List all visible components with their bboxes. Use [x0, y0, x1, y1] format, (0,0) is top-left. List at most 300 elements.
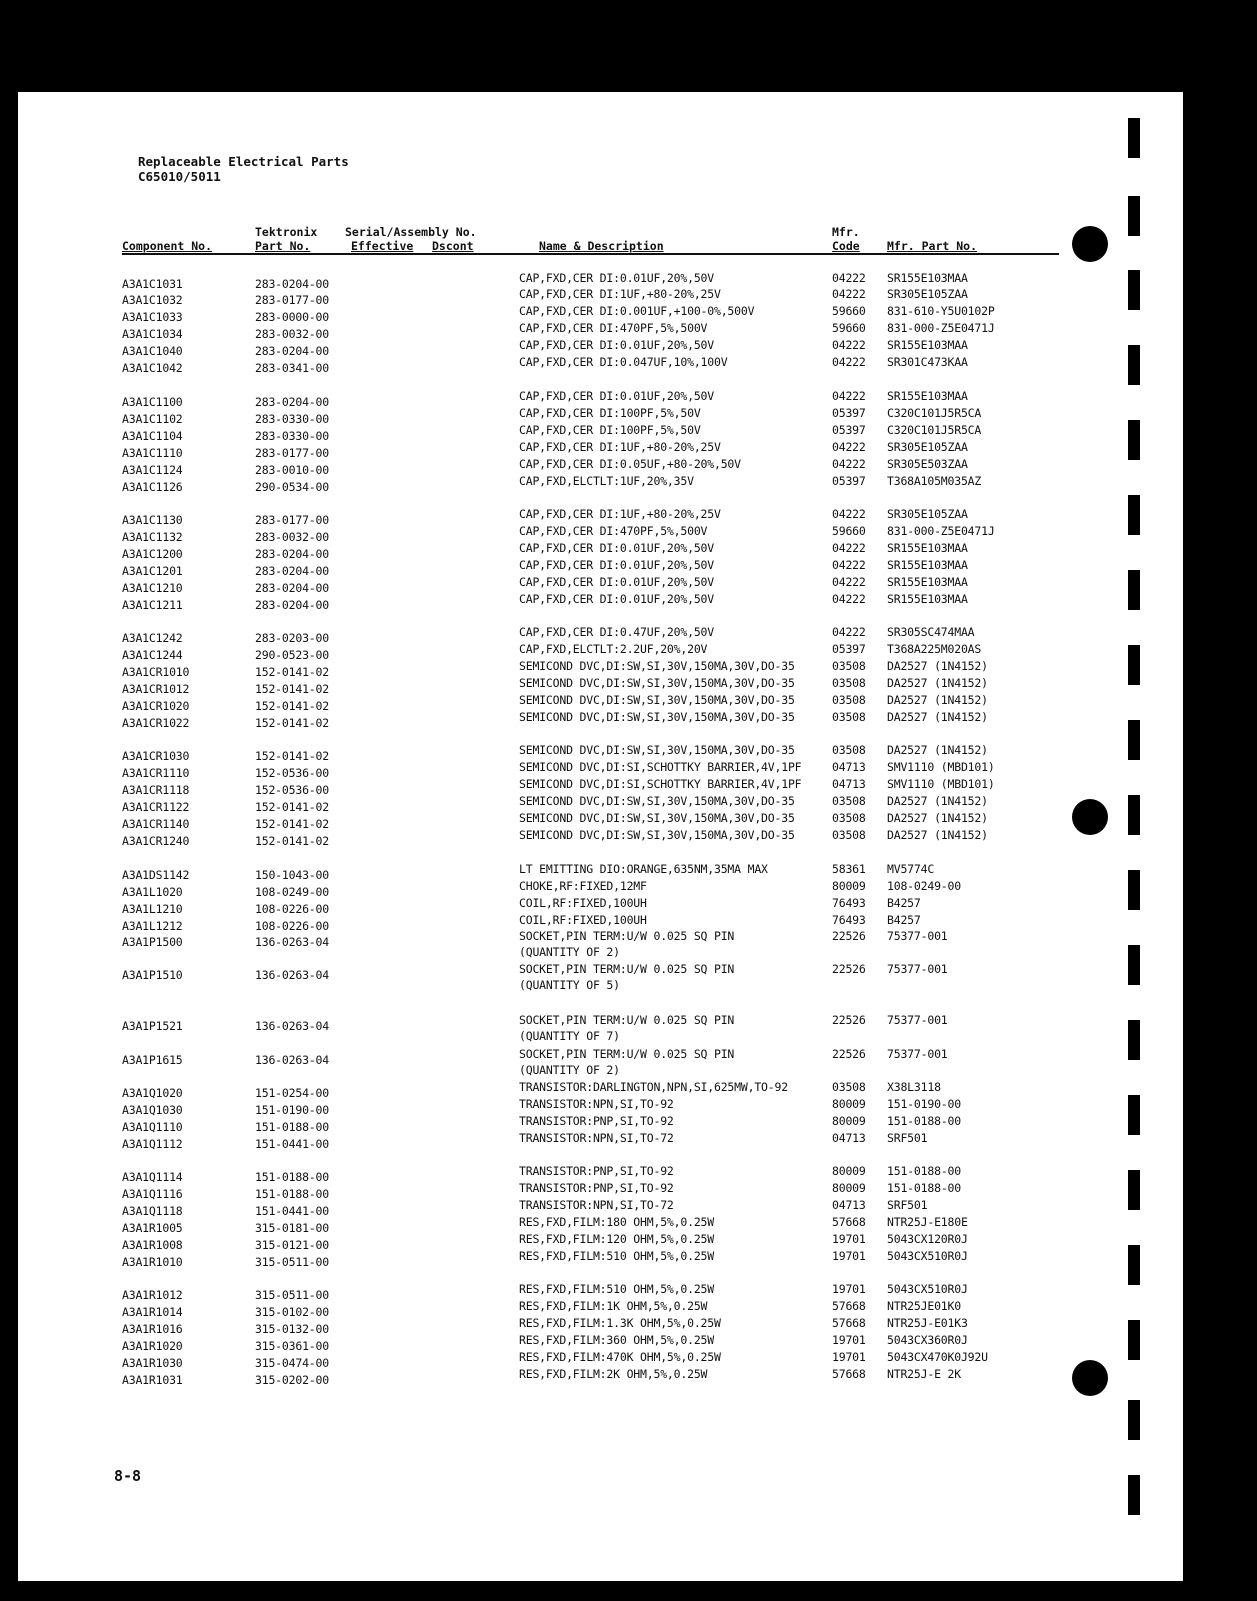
part-no: 290-0534-00: [255, 480, 329, 494]
margin-tab: [1128, 1320, 1140, 1360]
mfr-part-no: T368A225M020AS: [887, 642, 982, 656]
part-no-header: Part No.: [255, 239, 311, 253]
component-no: A3A1P1500: [122, 935, 183, 949]
mfr-code: 04713: [832, 760, 866, 774]
component-no: A3A1CR1118: [122, 783, 190, 797]
description: RES,FXD,FILM:470K OHM,5%,0.25W: [519, 1350, 721, 1364]
component-no: A3A1Q1110: [122, 1120, 183, 1134]
part-no: 283-0330-00: [255, 429, 329, 443]
component-no: A3A1C1211: [122, 598, 183, 612]
margin-tab: [1128, 1095, 1140, 1135]
margin-tab: [1128, 645, 1140, 685]
part-no: 152-0141-02: [255, 699, 329, 713]
component-no: A3A1R1005: [122, 1221, 183, 1235]
mfr-part-no: SR155E103MAA: [887, 389, 968, 403]
description: SEMICOND DVC,DI:SW,SI,30V,150MA,30V,DO-35: [519, 828, 795, 842]
margin-tab: [1128, 495, 1140, 535]
description: TRANSISTOR:NPN,SI,TO-72: [519, 1198, 674, 1212]
part-no: 283-0204-00: [255, 581, 329, 595]
part-no: 283-0177-00: [255, 446, 329, 460]
mfr-part-no: DA2527 (1N4152): [887, 710, 988, 724]
part-no: 315-0181-00: [255, 1221, 329, 1235]
mfr-code: 80009: [832, 1181, 866, 1195]
component-no: A3A1C1100: [122, 395, 183, 409]
description: COIL,RF:FIXED,100UH: [519, 896, 647, 910]
description: TRANSISTOR:PNP,SI,TO-92: [519, 1164, 674, 1178]
mfr-code: 59660: [832, 304, 866, 318]
code-header: Code: [832, 239, 860, 253]
component-no: A3A1CR1110: [122, 766, 190, 780]
mfr-code: 05397: [832, 642, 866, 656]
component-no: A3A1C1040: [122, 344, 183, 358]
part-no: 151-0188-00: [255, 1187, 329, 1201]
mfr-part-no: SR155E103MAA: [887, 575, 968, 589]
mfr-part-no: SR305E503ZAA: [887, 457, 968, 471]
mfr-code: 03508: [832, 828, 866, 842]
mfr-part-no: SR155E103MAA: [887, 338, 968, 352]
description: (QUANTITY OF 2): [519, 945, 620, 959]
description: CAP,FXD,CER DI:0.01UF,20%,50V: [519, 541, 714, 555]
serial-assembly-header: Serial/Assembly No.: [345, 225, 477, 239]
mfr-code: 03508: [832, 743, 866, 757]
description: TRANSISTOR:PNP,SI,TO-92: [519, 1114, 674, 1128]
mfr-code: 80009: [832, 879, 866, 893]
part-no: 283-0000-00: [255, 310, 329, 324]
margin-tab: [1128, 1170, 1140, 1210]
mfr-code: 03508: [832, 693, 866, 707]
description: TRANSISTOR:PNP,SI,TO-92: [519, 1181, 674, 1195]
part-no: 283-0204-00: [255, 395, 329, 409]
description: SEMICOND DVC,DI:SW,SI,30V,150MA,30V,DO-35: [519, 743, 795, 757]
mfr-code: 03508: [832, 676, 866, 690]
part-no: 136-0263-04: [255, 1019, 329, 1033]
mfr-code: 03508: [832, 811, 866, 825]
mfr-part-no: DA2527 (1N4152): [887, 659, 988, 673]
mfr-part-no: SR305E105ZAA: [887, 440, 968, 454]
part-no: 151-0188-00: [255, 1120, 329, 1134]
description: SEMICOND DVC,DI:SW,SI,30V,150MA,30V,DO-35: [519, 676, 795, 690]
part-no: 283-0177-00: [255, 513, 329, 527]
component-no: A3A1CR1140: [122, 817, 190, 831]
mfr-part-no: SR155E103MAA: [887, 541, 968, 555]
description: CAP,FXD,CER DI:0.001UF,+100-0%,500V: [519, 304, 755, 318]
mfr-part-no: 5043CX360R0J: [887, 1333, 968, 1347]
part-no: 151-0254-00: [255, 1086, 329, 1100]
mfr-code: 22526: [832, 929, 866, 943]
part-no: 283-0203-00: [255, 631, 329, 645]
mfr-part-no: B4257: [887, 896, 921, 910]
margin-tab: [1128, 870, 1140, 910]
mfr-code: 04713: [832, 777, 866, 791]
component-no: A3A1DS1142: [122, 868, 190, 882]
component-no: A3A1CR1020: [122, 699, 190, 713]
tektronix-header: Tektronix: [255, 225, 318, 239]
effective-header: Effective: [351, 239, 414, 253]
mfr-part-no: 151-0188-00: [887, 1114, 961, 1128]
punch-hole: [1072, 226, 1108, 262]
mfr-header: Mfr.: [832, 225, 860, 239]
mfr-code: 04222: [832, 287, 866, 301]
part-no: 136-0263-04: [255, 968, 329, 982]
page-number: 8-8: [114, 1467, 142, 1485]
component-no: A3A1CR1010: [122, 665, 190, 679]
mfr-code: 76493: [832, 896, 866, 910]
mfr-code: 80009: [832, 1164, 866, 1178]
mfr-code: 04222: [832, 440, 866, 454]
mfr-code: 57668: [832, 1299, 866, 1313]
component-no: A3A1R1016: [122, 1322, 183, 1336]
mfr-code: 04222: [832, 592, 866, 606]
part-no: 315-0121-00: [255, 1238, 329, 1252]
description: SEMICOND DVC,DI:SW,SI,30V,150MA,30V,DO-35: [519, 811, 795, 825]
margin-tab: [1128, 118, 1140, 158]
part-no: 315-0511-00: [255, 1288, 329, 1302]
mfr-part-no: SRF501: [887, 1131, 928, 1145]
description: TRANSISTOR:DARLINGTON,NPN,SI,625MW,TO-92: [519, 1080, 788, 1094]
part-no: 283-0341-00: [255, 361, 329, 375]
margin-tab: [1128, 570, 1140, 610]
description: CAP,FXD,CER DI:0.05UF,+80-20%,50V: [519, 457, 741, 471]
mfr-part-no: 151-0190-00: [887, 1097, 961, 1111]
part-no: 152-0141-02: [255, 749, 329, 763]
component-no: A3A1C1031: [122, 277, 183, 291]
margin-tab: [1128, 1475, 1140, 1515]
mfr-code: 57668: [832, 1316, 866, 1330]
description: CAP,FXD,CER DI:0.01UF,20%,50V: [519, 271, 714, 285]
component-no-header: Component No.: [122, 239, 213, 253]
mfr-code: 22526: [832, 1013, 866, 1027]
margin-tab: [1128, 345, 1140, 385]
component-no: A3A1L1210: [122, 902, 183, 916]
description: RES,FXD,FILM:2K OHM,5%,0.25W: [519, 1367, 708, 1381]
component-no: A3A1P1521: [122, 1019, 183, 1033]
mfr-code: 80009: [832, 1097, 866, 1111]
description: SEMICOND DVC,DI:SW,SI,30V,150MA,30V,DO-35: [519, 693, 795, 707]
header-rule: [122, 253, 1059, 255]
margin-tab: [1128, 720, 1140, 760]
component-no: A3A1C1104: [122, 429, 183, 443]
component-no: A3A1P1615: [122, 1053, 183, 1067]
component-no: A3A1C1130: [122, 513, 183, 527]
description: SEMICOND DVC,DI:SI,SCHOTTKY BARRIER,4V,1PF: [519, 777, 802, 791]
description: RES,FXD,FILM:180 OHM,5%,0.25W: [519, 1215, 714, 1229]
mfr-code: 22526: [832, 1047, 866, 1061]
mfr-part-no: C320C101J5R5CA: [887, 423, 982, 437]
description: CAP,FXD,ELCTLT:1UF,20%,35V: [519, 474, 694, 488]
description: SOCKET,PIN TERM:U/W 0.025 SQ PIN: [519, 962, 735, 976]
description: TRANSISTOR:NPN,SI,TO-72: [519, 1131, 674, 1145]
component-no: A3A1C1132: [122, 530, 183, 544]
margin-tab: [1128, 1400, 1140, 1440]
mfr-part-no: 5043CX470K0J92U: [887, 1350, 988, 1364]
mfr-part-no: SR155E103MAA: [887, 558, 968, 572]
part-no: 151-0441-00: [255, 1137, 329, 1151]
part-no: 150-1043-00: [255, 868, 329, 882]
component-no: A3A1R1010: [122, 1255, 183, 1269]
component-no: A3A1CR1030: [122, 749, 190, 763]
mfr-part-no: MV5774C: [887, 862, 935, 876]
description: CAP,FXD,CER DI:0.01UF,20%,50V: [519, 592, 714, 606]
mfr-part-no: NTR25J-E 2K: [887, 1367, 961, 1381]
component-no: A3A1C1244: [122, 648, 183, 662]
mfr-part-no: C320C101J5R5CA: [887, 406, 982, 420]
component-no: A3A1C1102: [122, 412, 183, 426]
part-no: 152-0141-02: [255, 800, 329, 814]
part-no: 283-0177-00: [255, 293, 329, 307]
description: CAP,FXD,CER DI:0.47UF,20%,50V: [519, 625, 714, 639]
mfr-part-no: DA2527 (1N4152): [887, 828, 988, 842]
mfr-part-no: NTR25JE01K0: [887, 1299, 961, 1313]
margin-tab: [1128, 196, 1140, 236]
component-no: A3A1R1012: [122, 1288, 183, 1302]
mfr-part-no: SR305E105ZAA: [887, 287, 968, 301]
mfr-code: 04222: [832, 355, 866, 369]
model-number: C65010/5011: [138, 169, 221, 184]
component-no: A3A1C1110: [122, 446, 183, 460]
mfr-code: 05397: [832, 406, 866, 420]
description: SEMICOND DVC,DI:SI,SCHOTTKY BARRIER,4V,1PF: [519, 760, 802, 774]
component-no: A3A1Q1116: [122, 1187, 183, 1201]
punch-hole: [1072, 1360, 1108, 1396]
mfr-part-no: 5043CX120R0J: [887, 1232, 968, 1246]
description: (QUANTITY OF 7): [519, 1029, 620, 1043]
name-description-header: Name & Description: [539, 239, 664, 253]
page-header: [138, 154, 349, 184]
description: CAP,FXD,CER DI:0.01UF,20%,50V: [519, 389, 714, 403]
component-no: A3A1R1031: [122, 1373, 183, 1387]
mfr-part-no: SRF501: [887, 1198, 928, 1212]
page-title: Replaceable Electrical Parts: [138, 154, 349, 169]
part-no: 315-0202-00: [255, 1373, 329, 1387]
part-no: 283-0010-00: [255, 463, 329, 477]
part-no: 108-0226-00: [255, 902, 329, 916]
part-no: 315-0361-00: [255, 1339, 329, 1353]
mfr-part-no: 75377-001: [887, 1047, 948, 1061]
description: SOCKET,PIN TERM:U/W 0.025 SQ PIN: [519, 1013, 735, 1027]
margin-tab: [1128, 420, 1140, 460]
mfr-code: 04222: [832, 558, 866, 572]
mfr-code: 22526: [832, 962, 866, 976]
mfr-part-no: SR301C473KAA: [887, 355, 968, 369]
component-no: A3A1C1201: [122, 564, 183, 578]
part-no: 283-0204-00: [255, 598, 329, 612]
part-no: 152-0141-02: [255, 834, 329, 848]
mfr-code: 03508: [832, 1080, 866, 1094]
part-no: 108-0226-00: [255, 919, 329, 933]
part-no: 283-0032-00: [255, 530, 329, 544]
component-no: A3A1C1242: [122, 631, 183, 645]
mfr-part-no: T368A105M035AZ: [887, 474, 982, 488]
mfr-code: 19701: [832, 1232, 866, 1246]
description: CAP,FXD,ELCTLT:2.2UF,20%,20V: [519, 642, 708, 656]
component-no: A3A1Q1020: [122, 1086, 183, 1100]
mfr-code: 04222: [832, 271, 866, 285]
dscont-header: Dscont: [432, 239, 474, 253]
part-no: 283-0204-00: [255, 344, 329, 358]
margin-tab: [1128, 1020, 1140, 1060]
mfr-code: 19701: [832, 1249, 866, 1263]
description: SEMICOND DVC,DI:SW,SI,30V,150MA,30V,DO-35: [519, 659, 795, 673]
component-no: A3A1R1020: [122, 1339, 183, 1353]
mfr-part-no: 5043CX510R0J: [887, 1282, 968, 1296]
part-no: 136-0263-04: [255, 935, 329, 949]
mfr-code: 04222: [832, 625, 866, 639]
mfr-code: 59660: [832, 321, 866, 335]
component-no: A3A1CR1122: [122, 800, 190, 814]
mfr-code: 57668: [832, 1215, 866, 1229]
mfr-part-no: SR155E103MAA: [887, 271, 968, 285]
part-no: 315-0132-00: [255, 1322, 329, 1336]
mfr-code: 05397: [832, 423, 866, 437]
mfr-part-no: DA2527 (1N4152): [887, 676, 988, 690]
component-no: A3A1CR1240: [122, 834, 190, 848]
part-no: 315-0474-00: [255, 1356, 329, 1370]
component-no: A3A1Q1030: [122, 1103, 183, 1117]
part-no: 283-0204-00: [255, 564, 329, 578]
mfr-part-no-header: Mfr. Part No.: [887, 239, 978, 253]
description: CAP,FXD,CER DI:100PF,5%,50V: [519, 406, 701, 420]
part-no: 315-0102-00: [255, 1305, 329, 1319]
description: CAP,FXD,CER DI:1UF,+80-20%,25V: [519, 287, 721, 301]
mfr-part-no: 75377-001: [887, 1013, 948, 1027]
description: SOCKET,PIN TERM:U/W 0.025 SQ PIN: [519, 1047, 735, 1061]
mfr-part-no: DA2527 (1N4152): [887, 743, 988, 757]
description: CAP,FXD,CER DI:0.01UF,20%,50V: [519, 575, 714, 589]
part-no: 283-0204-00: [255, 277, 329, 291]
part-no: 152-0536-00: [255, 783, 329, 797]
description: RES,FXD,FILM:510 OHM,5%,0.25W: [519, 1249, 714, 1263]
description: RES,FXD,FILM:510 OHM,5%,0.25W: [519, 1282, 714, 1296]
description: SOCKET,PIN TERM:U/W 0.025 SQ PIN: [519, 929, 735, 943]
component-no: A3A1C1032: [122, 293, 183, 307]
part-no: 152-0141-02: [255, 682, 329, 696]
mfr-code: 04222: [832, 507, 866, 521]
mfr-code: 05397: [832, 474, 866, 488]
margin-tab: [1128, 270, 1140, 310]
part-no: 283-0330-00: [255, 412, 329, 426]
mfr-part-no: SR305SC474MAA: [887, 625, 975, 639]
component-no: A3A1R1008: [122, 1238, 183, 1252]
mfr-code: 03508: [832, 794, 866, 808]
mfr-code: 03508: [832, 710, 866, 724]
component-no: A3A1Q1114: [122, 1170, 183, 1184]
mfr-code: 57668: [832, 1367, 866, 1381]
part-no: 283-0204-00: [255, 547, 329, 561]
mfr-code: 59660: [832, 524, 866, 538]
description: RES,FXD,FILM:120 OHM,5%,0.25W: [519, 1232, 714, 1246]
mfr-code: 04222: [832, 457, 866, 471]
mfr-code: 04713: [832, 1131, 866, 1145]
mfr-part-no: DA2527 (1N4152): [887, 811, 988, 825]
mfr-part-no: 151-0188-00: [887, 1164, 961, 1178]
component-no: A3A1Q1118: [122, 1204, 183, 1218]
component-no: A3A1P1510: [122, 968, 183, 982]
component-no: A3A1C1210: [122, 581, 183, 595]
part-no: 108-0249-00: [255, 885, 329, 899]
document-page: [18, 92, 1183, 1581]
component-no: A3A1L1212: [122, 919, 183, 933]
description: SEMICOND DVC,DI:SW,SI,30V,150MA,30V,DO-35: [519, 794, 795, 808]
description: CAP,FXD,CER DI:0.01UF,20%,50V: [519, 558, 714, 572]
mfr-part-no: 831-610-Y5U0102P: [887, 304, 995, 318]
mfr-part-no: 5043CX510R0J: [887, 1249, 968, 1263]
component-no: A3A1C1200: [122, 547, 183, 561]
mfr-code: 19701: [832, 1333, 866, 1347]
part-no: 315-0511-00: [255, 1255, 329, 1269]
mfr-code: 80009: [832, 1114, 866, 1128]
component-no: A3A1R1030: [122, 1356, 183, 1370]
mfr-part-no: SMV1110 (MBD101): [887, 760, 995, 774]
mfr-part-no: NTR25J-E01K3: [887, 1316, 968, 1330]
part-no: 151-0441-00: [255, 1204, 329, 1218]
description: (QUANTITY OF 5): [519, 978, 620, 992]
component-no: A3A1CR1012: [122, 682, 190, 696]
mfr-part-no: 75377-001: [887, 962, 948, 976]
mfr-part-no: SMV1110 (MBD101): [887, 777, 995, 791]
mfr-code: 58361: [832, 862, 866, 876]
part-no: 151-0188-00: [255, 1170, 329, 1184]
part-no: 152-0141-02: [255, 716, 329, 730]
margin-tab: [1128, 1245, 1140, 1285]
part-no: 152-0536-00: [255, 766, 329, 780]
description: COIL,RF:FIXED,100UH: [519, 913, 647, 927]
description: LT EMITTING DIO:ORANGE,635NM,35MA MAX: [519, 862, 768, 876]
description: CAP,FXD,CER DI:470PF,5%,500V: [519, 524, 708, 538]
mfr-part-no: B4257: [887, 913, 921, 927]
description: CAP,FXD,CER DI:0.01UF,20%,50V: [519, 338, 714, 352]
mfr-code: 76493: [832, 913, 866, 927]
description: CAP,FXD,CER DI:1UF,+80-20%,25V: [519, 440, 721, 454]
mfr-code: 03508: [832, 659, 866, 673]
description: (QUANTITY OF 2): [519, 1063, 620, 1077]
mfr-code: 19701: [832, 1282, 866, 1296]
mfr-part-no: SR305E105ZAA: [887, 507, 968, 521]
part-no: 152-0141-02: [255, 665, 329, 679]
description: CAP,FXD,CER DI:0.047UF,10%,100V: [519, 355, 728, 369]
component-no: A3A1R1014: [122, 1305, 183, 1319]
description: SEMICOND DVC,DI:SW,SI,30V,150MA,30V,DO-35: [519, 710, 795, 724]
component-no: A3A1C1034: [122, 327, 183, 341]
description: RES,FXD,FILM:1.3K OHM,5%,0.25W: [519, 1316, 721, 1330]
mfr-code: 04713: [832, 1198, 866, 1212]
mfr-part-no: 108-0249-00: [887, 879, 961, 893]
punch-hole: [1072, 799, 1108, 835]
component-no: A3A1C1033: [122, 310, 183, 324]
component-no: A3A1L1020: [122, 885, 183, 899]
margin-tab: [1128, 945, 1140, 985]
mfr-code: 04222: [832, 338, 866, 352]
mfr-part-no: 75377-001: [887, 929, 948, 943]
description: TRANSISTOR:NPN,SI,TO-92: [519, 1097, 674, 1111]
mfr-part-no: DA2527 (1N4152): [887, 794, 988, 808]
component-no: A3A1CR1022: [122, 716, 190, 730]
description: CAP,FXD,CER DI:100PF,5%,50V: [519, 423, 701, 437]
part-no: 290-0523-00: [255, 648, 329, 662]
mfr-code: 04222: [832, 541, 866, 555]
part-no: 136-0263-04: [255, 1053, 329, 1067]
mfr-part-no: DA2527 (1N4152): [887, 693, 988, 707]
component-no: A3A1C1124: [122, 463, 183, 477]
description: RES,FXD,FILM:1K OHM,5%,0.25W: [519, 1299, 708, 1313]
margin-tab: [1128, 795, 1140, 835]
part-no: 283-0032-00: [255, 327, 329, 341]
mfr-code: 19701: [832, 1350, 866, 1364]
description: RES,FXD,FILM:360 OHM,5%,0.25W: [519, 1333, 714, 1347]
mfr-code: 04222: [832, 575, 866, 589]
mfr-part-no: SR155E103MAA: [887, 592, 968, 606]
description: CAP,FXD,CER DI:470PF,5%,500V: [519, 321, 708, 335]
mfr-part-no: 151-0188-00: [887, 1181, 961, 1195]
